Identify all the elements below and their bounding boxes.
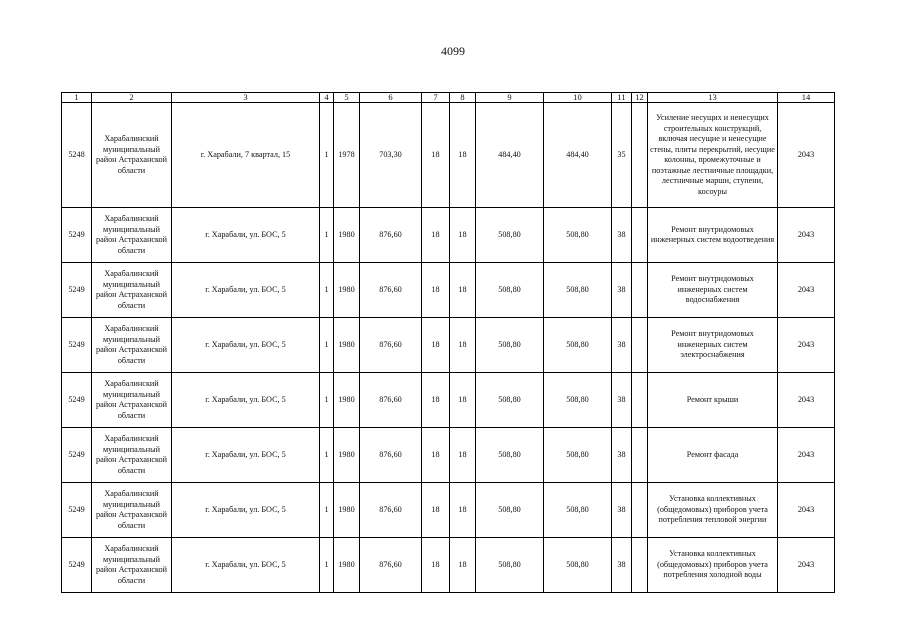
table-cell: 38 [612,208,632,263]
table-cell: 1978 [334,103,360,208]
table-cell: г. Харабали, ул. БОС, 5 [172,483,320,538]
table-cell: Харабалинский муниципальный район Астраханской области [92,538,172,593]
table-cell: Ремонт внутридомовых инженерных систем водоотведения [648,208,778,263]
table-cell: 5249 [62,373,92,428]
table-cell [632,428,648,483]
table-cell: 508,80 [476,263,544,318]
column-number-cell: 3 [172,93,320,103]
table-cell: г. Харабали, ул. БОС, 5 [172,208,320,263]
table-cell: 508,80 [544,318,612,373]
column-number-cell: 6 [360,93,422,103]
table-cell: 18 [422,263,450,318]
table-cell: Харабалинский муниципальный район Астраханской области [92,373,172,428]
table-cell: Харабалинский муниципальный район Астраханской области [92,208,172,263]
table-cell: 508,80 [476,428,544,483]
table-cell: 38 [612,373,632,428]
table-cell: 1 [320,208,334,263]
table-cell: 18 [450,428,476,483]
table-cell: Установка коллективных (общедомовых) приборов учета потребления холодной воды [648,538,778,593]
table-cell: 18 [450,538,476,593]
table-body [62,93,835,593]
column-number-cell: 2 [92,93,172,103]
registry-table [61,92,835,593]
column-number-cell: 4 [320,93,334,103]
page-number: 4099 [441,44,465,58]
table-cell: 876,60 [360,318,422,373]
table-cell: 18 [450,318,476,373]
table-row [62,263,835,318]
table-cell: 1980 [334,428,360,483]
table-cell: 876,60 [360,538,422,593]
table-cell: 876,60 [360,373,422,428]
table-cell: 508,80 [476,318,544,373]
table-cell: 1 [320,318,334,373]
table-cell: 38 [612,538,632,593]
table-cell: 18 [422,103,450,208]
column-number-cell: 14 [778,93,835,103]
table-cell: 5248 [62,103,92,208]
table-cell: 2043 [778,208,835,263]
table-cell: 508,80 [476,538,544,593]
table-cell: 18 [422,538,450,593]
table-cell: Установка коллективных (общедомовых) приборов учета потребления тепловой энергии [648,483,778,538]
table-row [62,538,835,593]
table-cell: 1 [320,428,334,483]
table-cell: Харабалинский муниципальный район Астраханской области [92,428,172,483]
table-cell: 2043 [778,103,835,208]
table-cell: 2043 [778,318,835,373]
table-cell: 1 [320,103,334,208]
column-number-cell: 13 [648,93,778,103]
table-cell: Харабалинский муниципальный район Астраханской области [92,263,172,318]
table-cell: 508,80 [544,208,612,263]
table-cell: 18 [450,373,476,428]
table-cell: 38 [612,483,632,538]
table-cell: 18 [422,373,450,428]
table-cell: 18 [422,318,450,373]
table-cell [632,263,648,318]
table-cell: 18 [422,428,450,483]
table-cell [632,538,648,593]
column-number-cell: 9 [476,93,544,103]
table-cell: г. Харабали, ул. БОС, 5 [172,263,320,318]
table-cell: 2043 [778,538,835,593]
table-cell: Харабалинский муниципальный район Астраханской области [92,103,172,208]
table-cell: 1980 [334,538,360,593]
table-cell: 38 [612,263,632,318]
table-cell: 1 [320,373,334,428]
table-cell: 1 [320,263,334,318]
table-cell: 508,80 [544,263,612,318]
table-cell: г. Харабали, ул. БОС, 5 [172,318,320,373]
table-cell [632,103,648,208]
table-cell: Харабалинский муниципальный район Астраханской области [92,318,172,373]
table-cell: 18 [422,483,450,538]
table-cell: Харабалинский муниципальный район Астраханской области [92,483,172,538]
table-cell: 508,80 [544,373,612,428]
column-number-cell: 5 [334,93,360,103]
table-cell: Ремонт внутридомовых инженерных систем электроснабжения [648,318,778,373]
table-cell: 508,80 [476,373,544,428]
column-number-cell: 12 [632,93,648,103]
table-cell [632,373,648,428]
table-cell [632,318,648,373]
column-number-row [62,93,835,103]
table-cell: 5249 [62,263,92,318]
table-cell: 18 [450,263,476,318]
table-cell [632,208,648,263]
table-cell: 703,30 [360,103,422,208]
table-cell: 38 [612,318,632,373]
table-cell: Усиление несущих и ненесущих строительных конструкций, включая несущие и ненесущие стены, плиты перекрытий, несущие колонны, промежуточные и поэтажные лестничные площадки, лестничные марши, ступени, косоуры [648,103,778,208]
table-cell: Ремонт фасада [648,428,778,483]
table-cell: 18 [422,208,450,263]
table-cell: 5249 [62,318,92,373]
table-cell: 1980 [334,373,360,428]
table-cell: Ремонт крыши [648,373,778,428]
table-cell [632,483,648,538]
table-cell: 484,40 [476,103,544,208]
table-cell: 5249 [62,208,92,263]
table-row [62,483,835,538]
table-cell: 2043 [778,483,835,538]
table-cell: 508,80 [544,428,612,483]
table-cell: 5249 [62,428,92,483]
table-cell: 5249 [62,483,92,538]
table-cell: 2043 [778,373,835,428]
column-number-cell: 11 [612,93,632,103]
table-cell: 18 [450,483,476,538]
table-cell: 18 [450,208,476,263]
table-cell: 2043 [778,428,835,483]
table-cell: Ремонт внутридомовых инженерных систем водоснабжения [648,263,778,318]
table-cell: 18 [450,103,476,208]
table-cell: г. Харабали, ул. БОС, 5 [172,538,320,593]
table-cell: 1980 [334,318,360,373]
table-row [62,318,835,373]
table-cell: 5249 [62,538,92,593]
table-cell: г. Харабали, ул. БОС, 5 [172,373,320,428]
table-cell: 876,60 [360,263,422,318]
table-cell: г. Харабали, 7 квартал, 15 [172,103,320,208]
table-cell: 1 [320,483,334,538]
table-row [62,208,835,263]
table-cell: 876,60 [360,428,422,483]
column-number-cell: 7 [422,93,450,103]
table-cell: г. Харабали, ул. БОС, 5 [172,428,320,483]
table-row [62,103,835,208]
table-cell: 876,60 [360,208,422,263]
table-cell: 508,80 [476,483,544,538]
table-row [62,428,835,483]
table-cell: 876,60 [360,483,422,538]
table-cell: 1980 [334,208,360,263]
table-cell: 484,40 [544,103,612,208]
column-number-cell: 8 [450,93,476,103]
table-cell: 38 [612,428,632,483]
table-cell: 1980 [334,263,360,318]
table-cell: 508,80 [544,483,612,538]
table-cell: 1 [320,538,334,593]
table-row [62,373,835,428]
column-number-cell: 10 [544,93,612,103]
table-cell: 2043 [778,263,835,318]
table-cell: 508,80 [476,208,544,263]
table-cell: 35 [612,103,632,208]
table-cell: 1980 [334,483,360,538]
column-number-cell: 1 [62,93,92,103]
table-cell: 508,80 [544,538,612,593]
